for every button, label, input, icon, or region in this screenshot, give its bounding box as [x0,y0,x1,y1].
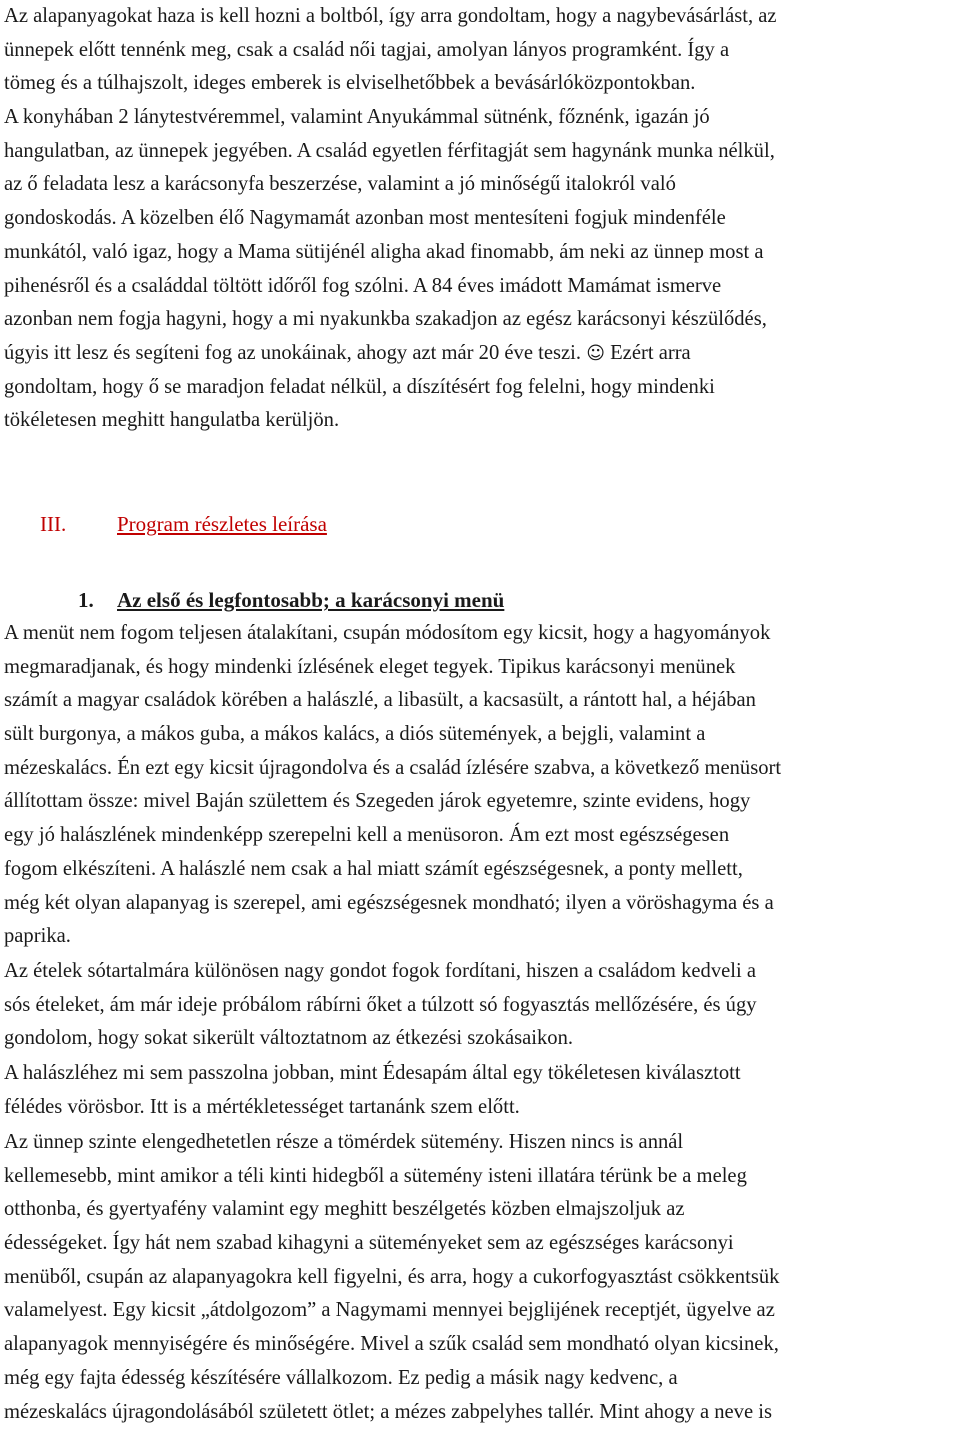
text-segment: úgyis itt lesz és segíteni fog az unokáinak, ahogy azt már 20 éve teszi. [4,342,581,364]
text-line: alapanyagok mennyiségére és minőségére. Mivel a szűk család sem mondható olyan kicsinek, [4,1328,960,1362]
salt-paragraph [4,955,960,1056]
text-line: Az ételek sótartalmára különösen nagy gondot fogok fordítani, hiszen a családom kedveli a [4,955,960,989]
section-heading [40,507,327,541]
menu-paragraph [4,617,960,954]
text-line: azonban nem fogja hagyni, hogy a mi nyakunkba szakadjon az egész karácsonyi készülődés, [4,303,960,337]
text-line: ünnepek előtt tennénk meg, csak a család női tagjai, amolyan lányos programként. Így a [4,34,960,68]
text-line: tömeg és a túlhajszolt, ideges emberek is elviselhetőbbek a bevásárlóközpontokban. [4,67,960,101]
text-line: tökéletesen meghitt hangulatba kerüljön. [4,404,960,438]
section-number: III. [40,507,117,541]
section-title: Program részletes leírása [117,512,327,536]
wine-paragraph [4,1057,960,1124]
text-line: gondoskodás. A közelben élő Nagymamát azonban most mentesíteni fogjuk mindenféle [4,202,960,236]
text-line: sült burgonya, a mákos guba, a mákos kalács, a diós sütemények, a bejgli, valamint a [4,718,960,752]
intro-paragraph [4,0,960,438]
text-line: valamelyest. Egy kicsit „átdolgozom” a Nagymami mennyei bejglijének receptjét, ügyelve az [4,1294,960,1328]
text-line: A halászléhez mi sem passzolna jobban, mint Édesapám által egy tökéletesen kiválasztott [4,1057,960,1091]
cake-paragraph [4,1126,960,1429]
text-line: Az alapanyagokat haza is kell hozni a boltból, így arra gondoltam, hogy a nagybevásárlást, az [4,0,960,34]
text-line: otthonba, és gyertyafény valamint egy meghitt beszélgetés közben elmajszoljuk az [4,1193,960,1227]
smiley-icon: ☺ [586,343,605,364]
text-line: sós ételeket, ám már ideje próbálom rábírni őket a túlzott só fogyasztás mellőzésére, és úgy [4,989,960,1023]
text-line: paprika. [4,920,960,954]
text-line: pihenésről és a családdal töltött időről fog szólni. A 84 éves imádott Mamámat ismerve [4,270,960,304]
text-line: számít a magyar családok körében a halászlé, a libasült, a kacsasült, a rántott hal, a héjában [4,684,960,718]
text-line: mézeskalács. Én ezt egy kicsit újragondolva és a család ízlésére szabva, a következő menüsort [4,752,960,786]
text-line: Az ünnep szinte elengedhetetlen része a tömérdek sütemény. Hiszen nincs is annál [4,1126,960,1160]
subsection-title: Az első és legfontosabb; a karácsonyi menü [117,588,504,612]
text-line: A konyhában 2 lánytestvéremmel, valamint Anyukámmal sütnénk, főznénk, igazán jó [4,101,960,135]
text-line: mézeskalács újragondolásából született ötlet; a mézes zabpelyhes tallér. Mint ahogy a neve is [4,1396,960,1429]
text-line: hangulatban, az ünnepek jegyében. A család egyetlen férfitagját sem hagynánk munka nélkül, [4,135,960,169]
text-line: még két olyan alapanyag is szerepel, ami egészségesnek mondható; ilyen a vöröshagyma és a [4,887,960,921]
text-line: munkától, való igaz, hogy a Mama sütijénél aligha akad finomabb, ám neki az ünnep most a [4,236,960,270]
text-segment: Ezért arra [605,342,691,364]
text-line: kellemesebb, mint amikor a téli kinti hidegből a sütemény isteni illatára térünk be a meleg [4,1160,960,1194]
text-line: egy jó halászlének mindenképp szerepelni kell a menüsoron. Ám ezt most egészségesen [4,819,960,853]
text-line: megmaradjanak, és hogy mindenki ízlésének eleget tegyek. Tipikus karácsonyi menünek [4,651,960,685]
text-line: félédes vörösbor. Itt is a mértékletességet tartanánk szem előtt. [4,1091,960,1125]
text-line: az ő feladata lesz a karácsonyfa beszerzése, valamint a jó minőségű italokról való [4,168,960,202]
text-line: fogom elkészíteni. A halászlé nem csak a hal miatt számít egészségesnek, a ponty mellett, [4,853,960,887]
text-line-with-smiley [4,337,960,371]
text-line: A menüt nem fogom teljesen átalakítani, csupán módosítom egy kicsit, hogy a hagyományok [4,617,960,651]
text-line: édességeket. Így hát nem szabad kihagyni a süteményeket sem az egészséges karácsonyi [4,1227,960,1261]
text-line: gondoltam, hogy ő se maradjon feladat nélkül, a díszítésért fog felelni, hogy mindenki [4,371,960,405]
subsection-heading [78,583,504,617]
subsection-number: 1. [78,583,117,617]
text-line: menüből, csupán az alapanyagokra kell figyelni, és arra, hogy a cukorfogyasztást csökkentsük [4,1261,960,1295]
text-line: gondolom, hogy sokat sikerült változtatnom az étkezési szokásaikon. [4,1022,960,1056]
text-line: még egy fajta édesség készítésére vállalkozom. Ez pedig a másik nagy kedvenc, a [4,1362,960,1396]
text-line: állítottam össze: mivel Baján születtem és Szegeden járok egyetemre, szinte evidens, hogy [4,785,960,819]
